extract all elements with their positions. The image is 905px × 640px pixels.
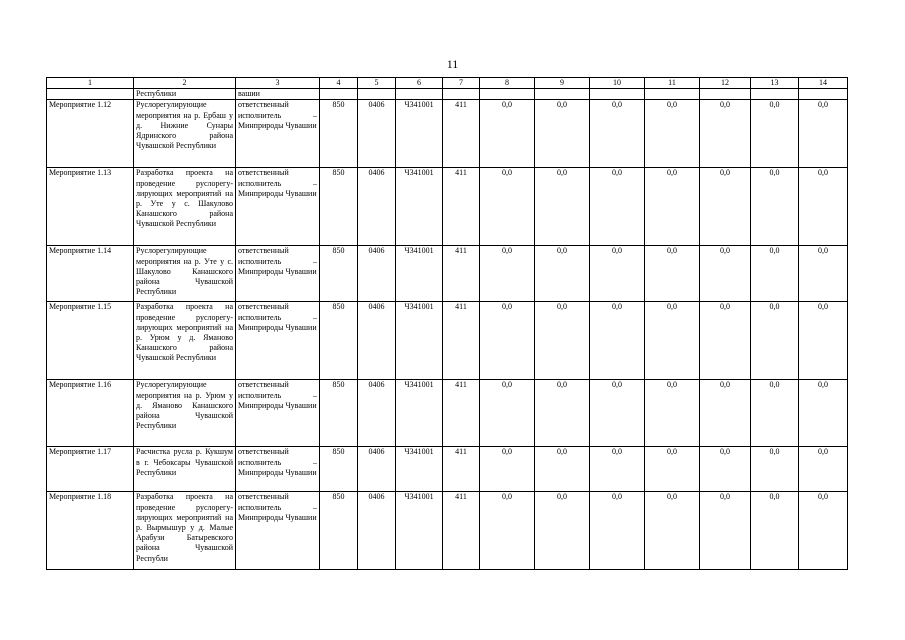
event-executor: ответственный исполнитель – Минприроды Чувашии bbox=[236, 100, 320, 168]
value-cell: 0,0 bbox=[480, 447, 535, 492]
event-description: Расчистка русла р. Кукшум в г. Чебоксары Чувашской Республики bbox=[134, 447, 236, 492]
event-executor: ответственный исполнитель – Минприроды Чувашии bbox=[236, 380, 320, 447]
value-cell: 0,0 bbox=[799, 100, 848, 168]
header-cell: 14 bbox=[799, 78, 848, 89]
header-cell: 7 bbox=[443, 78, 480, 89]
event-description: Разработка проекта на проведение руслорегулирующих мероприятий на р. Урюм у д. Яманово Канашского района Чувашской Республики bbox=[134, 302, 236, 380]
header-cell: 9 bbox=[535, 78, 590, 89]
continuation-exec: вашии bbox=[236, 89, 320, 100]
header-cell: 4 bbox=[320, 78, 358, 89]
value-cell: 0,0 bbox=[590, 100, 645, 168]
section-code: 0406 bbox=[358, 380, 396, 447]
budget-code: 850 bbox=[320, 302, 358, 380]
value-cell: 0,0 bbox=[700, 302, 751, 380]
cell bbox=[47, 89, 134, 100]
section-code: 0406 bbox=[358, 492, 396, 570]
event-description: Разработка проекта на проведение руслорегулирующих мероприятий на р. Уте у с. Шакулово Канашского района Чувашской Республики bbox=[134, 168, 236, 246]
event-name: Мероприятие 1.14 bbox=[47, 246, 134, 302]
cell bbox=[443, 89, 480, 100]
value-cell: 0,0 bbox=[645, 447, 700, 492]
target-code: Ч341001 bbox=[396, 447, 443, 492]
cell bbox=[396, 89, 443, 100]
header-row bbox=[47, 78, 848, 89]
value-cell: 0,0 bbox=[700, 100, 751, 168]
target-code: Ч341001 bbox=[396, 492, 443, 570]
section-code: 0406 bbox=[358, 100, 396, 168]
value-cell: 0,0 bbox=[645, 100, 700, 168]
cell bbox=[320, 89, 358, 100]
event-executor: ответственный исполнитель – Минприроды Чувашии bbox=[236, 447, 320, 492]
continuation-row bbox=[47, 89, 848, 100]
header-cell: 2 bbox=[134, 78, 236, 89]
table-row bbox=[47, 168, 848, 246]
table-row bbox=[47, 380, 848, 447]
budget-code: 850 bbox=[320, 447, 358, 492]
value-cell: 0,0 bbox=[480, 492, 535, 570]
target-code: Ч341001 bbox=[396, 246, 443, 302]
value-cell: 0,0 bbox=[751, 380, 799, 447]
table-row bbox=[47, 100, 848, 168]
event-description: Руслорегулирующие мероприятия на р. Урюм у д. Яманово Канашского района Чувашской Республики bbox=[134, 380, 236, 447]
value-cell: 0,0 bbox=[480, 380, 535, 447]
budget-table bbox=[46, 77, 848, 570]
value-cell: 0,0 bbox=[535, 302, 590, 380]
value-cell: 0,0 bbox=[799, 302, 848, 380]
expense-type: 411 bbox=[443, 168, 480, 246]
target-code: Ч341001 bbox=[396, 168, 443, 246]
value-cell: 0,0 bbox=[751, 168, 799, 246]
value-cell: 0,0 bbox=[799, 492, 848, 570]
value-cell: 0,0 bbox=[535, 492, 590, 570]
value-cell: 0,0 bbox=[535, 100, 590, 168]
header-cell: 6 bbox=[396, 78, 443, 89]
expense-type: 411 bbox=[443, 492, 480, 570]
event-executor: ответственный исполнитель – Минприроды Чувашии bbox=[236, 246, 320, 302]
event-executor: ответственный исполнитель – Минприроды Чувашии bbox=[236, 168, 320, 246]
value-cell: 0,0 bbox=[700, 168, 751, 246]
value-cell: 0,0 bbox=[700, 246, 751, 302]
value-cell: 0,0 bbox=[645, 246, 700, 302]
header-cell: 1 bbox=[47, 78, 134, 89]
header-cell: 10 bbox=[590, 78, 645, 89]
budget-code: 850 bbox=[320, 492, 358, 570]
value-cell: 0,0 bbox=[590, 447, 645, 492]
event-name: Мероприятие 1.12 bbox=[47, 100, 134, 168]
value-cell: 0,0 bbox=[535, 447, 590, 492]
value-cell: 0,0 bbox=[751, 447, 799, 492]
value-cell: 0,0 bbox=[799, 168, 848, 246]
value-cell: 0,0 bbox=[700, 492, 751, 570]
value-cell: 0,0 bbox=[751, 246, 799, 302]
value-cell: 0,0 bbox=[590, 302, 645, 380]
value-cell: 0,0 bbox=[751, 100, 799, 168]
target-code: Ч341001 bbox=[396, 380, 443, 447]
cell bbox=[751, 89, 799, 100]
header-cell: 3 bbox=[236, 78, 320, 89]
value-cell: 0,0 bbox=[645, 168, 700, 246]
expense-type: 411 bbox=[443, 302, 480, 380]
value-cell: 0,0 bbox=[535, 246, 590, 302]
value-cell: 0,0 bbox=[590, 492, 645, 570]
event-name: Мероприятие 1.13 bbox=[47, 168, 134, 246]
target-code: Ч341001 bbox=[396, 302, 443, 380]
value-cell: 0,0 bbox=[799, 246, 848, 302]
table-row bbox=[47, 492, 848, 570]
value-cell: 0,0 bbox=[799, 380, 848, 447]
section-code: 0406 bbox=[358, 168, 396, 246]
value-cell: 0,0 bbox=[590, 168, 645, 246]
header-cell: 11 bbox=[645, 78, 700, 89]
cell bbox=[645, 89, 700, 100]
value-cell: 0,0 bbox=[480, 100, 535, 168]
table-row bbox=[47, 246, 848, 302]
target-code: Ч341001 bbox=[396, 100, 443, 168]
cell bbox=[480, 89, 535, 100]
event-description: Руслорегулирующие мероприятия на р. Ербаш у д. Нижние Сунары Ядринского района Чувашской Республики bbox=[134, 100, 236, 168]
cell bbox=[358, 89, 396, 100]
cell bbox=[590, 89, 645, 100]
header-cell: 12 bbox=[700, 78, 751, 89]
budget-code: 850 bbox=[320, 246, 358, 302]
value-cell: 0,0 bbox=[535, 380, 590, 447]
event-name: Мероприятие 1.15 bbox=[47, 302, 134, 380]
value-cell: 0,0 bbox=[480, 302, 535, 380]
value-cell: 0,0 bbox=[645, 302, 700, 380]
section-code: 0406 bbox=[358, 246, 396, 302]
value-cell: 0,0 bbox=[799, 447, 848, 492]
expense-type: 411 bbox=[443, 100, 480, 168]
header-cell: 8 bbox=[480, 78, 535, 89]
budget-code: 850 bbox=[320, 168, 358, 246]
value-cell: 0,0 bbox=[700, 380, 751, 447]
value-cell: 0,0 bbox=[645, 492, 700, 570]
value-cell: 0,0 bbox=[480, 168, 535, 246]
value-cell: 0,0 bbox=[700, 447, 751, 492]
table-row bbox=[47, 302, 848, 380]
section-code: 0406 bbox=[358, 302, 396, 380]
value-cell: 0,0 bbox=[480, 246, 535, 302]
expense-type: 411 bbox=[443, 246, 480, 302]
value-cell: 0,0 bbox=[590, 380, 645, 447]
budget-code: 850 bbox=[320, 380, 358, 447]
budget-code: 850 bbox=[320, 100, 358, 168]
header-cell: 5 bbox=[358, 78, 396, 89]
event-description: Разработка проекта на проведение руслорегулирующих мероприятий на р. Вырмышур у д. Малые Арабузи Батыревского района Чувашской Республи bbox=[134, 492, 236, 570]
section-code: 0406 bbox=[358, 447, 396, 492]
expense-type: 411 bbox=[443, 447, 480, 492]
value-cell: 0,0 bbox=[751, 302, 799, 380]
expense-type: 411 bbox=[443, 380, 480, 447]
continuation-desc: Республики bbox=[134, 89, 236, 100]
cell bbox=[535, 89, 590, 100]
event-name: Мероприятие 1.18 bbox=[47, 492, 134, 570]
cell bbox=[700, 89, 751, 100]
event-executor: ответственный исполнитель – Минприроды Чувашии bbox=[236, 302, 320, 380]
event-description: Руслорегулирующие мероприятия на р. Уте у с. Шакулово Канашского района Чувашской Республики bbox=[134, 246, 236, 302]
header-cell: 13 bbox=[751, 78, 799, 89]
value-cell: 0,0 bbox=[535, 168, 590, 246]
value-cell: 0,0 bbox=[590, 246, 645, 302]
value-cell: 0,0 bbox=[751, 492, 799, 570]
event-executor: ответственный исполнитель – Минприроды Чувашии bbox=[236, 492, 320, 570]
cell bbox=[799, 89, 848, 100]
page-number: 11 bbox=[446, 57, 459, 71]
event-name: Мероприятие 1.16 bbox=[47, 380, 134, 447]
event-name: Мероприятие 1.17 bbox=[47, 447, 134, 492]
table-row bbox=[47, 447, 848, 492]
value-cell: 0,0 bbox=[645, 380, 700, 447]
